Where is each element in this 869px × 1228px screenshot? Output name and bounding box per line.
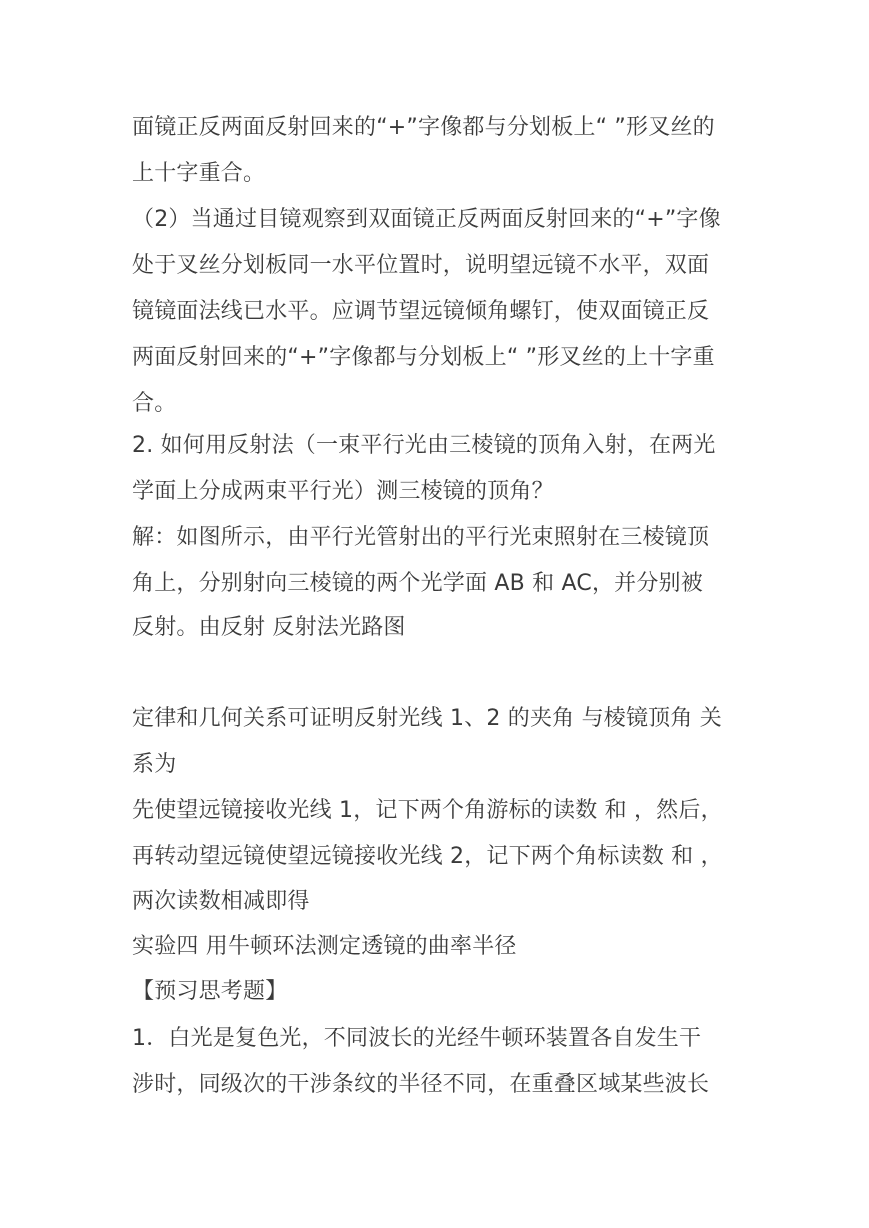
text-line: 处于叉丝分划板同一水平位置时，说明望远镜不水平，双面 xyxy=(132,253,710,278)
text-line: 先使望远镜接收光线 1，记下两个角游标的读数 和 ，然后， xyxy=(132,798,723,823)
subsection-heading: 【预习思考题】 xyxy=(132,979,288,1004)
text-line: 系为 xyxy=(132,752,177,777)
section-heading: 实验四 用牛顿环法测定透镜的曲率半径 xyxy=(132,934,517,959)
text-line: 两次读数相减即得 xyxy=(132,889,310,914)
text-line: 两面反射回来的“+”字像都与分划板上“ ”形叉丝的上十字重 xyxy=(132,345,715,370)
text-line: 定律和几何关系可证明反射光线 1、2 的夹角 与棱镜顶角 关 xyxy=(132,706,722,731)
text-line: 合。 xyxy=(132,391,177,416)
text-line: 再转动望远镜使望远镜接收光线 2，记下两个角标读数 和 ， xyxy=(132,844,723,869)
text-line: 镜镜面法线已水平。应调节望远镜倾角螺钉，使双面镜正反 xyxy=(132,299,710,324)
text-line: 涉时，同级次的干涉条纹的半径不同，在重叠区域某些波长 xyxy=(132,1072,710,1097)
text-line: 上十字重合。 xyxy=(132,161,266,186)
text-line: 1．白光是复色光，不同波长的光经牛顿环装置各自发生干 xyxy=(132,1026,702,1051)
text-line: 角上，分别射向三棱镜的两个光学面 AB 和 AC，并分别被 xyxy=(132,571,703,596)
text-line: 2. 如何用反射法（一束平行光由三棱镜的顶角入射，在两光 xyxy=(132,433,716,458)
text-line: 面镜正反两面反射回来的“+”字像都与分划板上“ ”形叉丝的 xyxy=(132,115,715,140)
text-line: 反射。由反射 反射法光路图 xyxy=(132,615,406,640)
text-line: （2）当通过目镜观察到双面镜正反两面反射回来的“+”字像 xyxy=(132,207,721,232)
text-line: 学面上分成两束平行光）测三棱镜的顶角？ xyxy=(132,479,554,504)
text-line: 解：如图所示，由平行光管射出的平行光束照射在三棱镜顶 xyxy=(132,525,710,550)
